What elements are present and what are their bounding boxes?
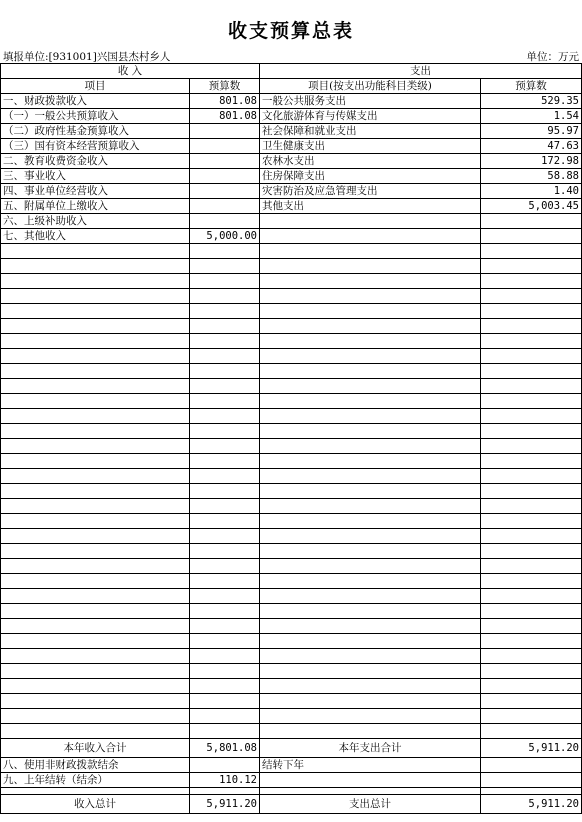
expense-item-header: 项目(按支出功能科目类级) bbox=[260, 79, 481, 94]
income-value bbox=[190, 124, 260, 139]
empty-row bbox=[1, 394, 582, 409]
blank-cell bbox=[481, 334, 582, 349]
table-row bbox=[1, 139, 582, 154]
blank-cell bbox=[260, 334, 481, 349]
blank-cell bbox=[190, 559, 260, 574]
blank-cell bbox=[190, 634, 260, 649]
expense-label: 卫生健康支出 bbox=[260, 139, 481, 154]
blank-cell bbox=[481, 544, 582, 559]
empty-row bbox=[1, 664, 582, 679]
blank-cell bbox=[260, 379, 481, 394]
blank-cell bbox=[481, 379, 582, 394]
blank-cell bbox=[190, 409, 260, 424]
blank-cell bbox=[481, 304, 582, 319]
blank-cell bbox=[1, 709, 190, 724]
income-value bbox=[190, 214, 260, 229]
empty-row bbox=[1, 319, 582, 334]
expense-value: 58.88 bbox=[481, 169, 582, 184]
expense-label: 住房保障支出 bbox=[260, 169, 481, 184]
expense-value: 1.54 bbox=[481, 109, 582, 124]
blank-cell bbox=[1, 364, 190, 379]
income-total-label: 本年收入合计 bbox=[1, 739, 190, 758]
table-row bbox=[1, 154, 582, 169]
blank-cell bbox=[260, 649, 481, 664]
income-item-header: 项目 bbox=[1, 79, 190, 94]
expense-value: 529.35 bbox=[481, 94, 582, 109]
expense-value bbox=[481, 214, 582, 229]
blank-cell bbox=[481, 289, 582, 304]
blank-cell bbox=[260, 394, 481, 409]
blank-cell bbox=[481, 709, 582, 724]
blank-cell bbox=[481, 274, 582, 289]
grand-expense-label: 支出总计 bbox=[260, 795, 481, 814]
blank-cell bbox=[190, 499, 260, 514]
expense-value bbox=[481, 229, 582, 244]
income-value bbox=[190, 139, 260, 154]
blank-cell bbox=[260, 709, 481, 724]
expense-total-label: 本年支出合计 bbox=[260, 739, 481, 758]
blank-cell bbox=[1, 349, 190, 364]
blank-cell bbox=[260, 484, 481, 499]
empty-row bbox=[1, 469, 582, 484]
income-budget-header: 预算数 bbox=[190, 79, 260, 94]
empty-row bbox=[1, 379, 582, 394]
blank-cell bbox=[190, 514, 260, 529]
empty-row bbox=[1, 409, 582, 424]
income-label: （三）国有资本经营预算收入 bbox=[1, 139, 190, 154]
expense-label bbox=[260, 214, 481, 229]
blank-cell bbox=[190, 604, 260, 619]
empty-row bbox=[1, 259, 582, 274]
table-row bbox=[1, 169, 582, 184]
empty-row bbox=[1, 499, 582, 514]
grand-income-label: 收入总计 bbox=[1, 795, 190, 814]
totals-section bbox=[1, 739, 582, 814]
blank-cell bbox=[1, 724, 190, 739]
blank-cell bbox=[190, 544, 260, 559]
blank-cell bbox=[260, 514, 481, 529]
blank-cell bbox=[1, 529, 190, 544]
carry-next-label: 结转下年 bbox=[260, 758, 481, 773]
blank-cell bbox=[260, 304, 481, 319]
blank-cell bbox=[260, 589, 481, 604]
blank-cell bbox=[1, 274, 190, 289]
blank-cell bbox=[1, 514, 190, 529]
blank-cell bbox=[260, 604, 481, 619]
income-label: 二、教育收费资金收入 bbox=[1, 154, 190, 169]
expense-label: 其他支出 bbox=[260, 199, 481, 214]
income-label: 六、上级补助收入 bbox=[1, 214, 190, 229]
empty-row bbox=[1, 454, 582, 469]
budget-table bbox=[0, 63, 582, 814]
blank-cell bbox=[260, 679, 481, 694]
blank-cell bbox=[260, 773, 481, 788]
income-value: 5,000.00 bbox=[190, 229, 260, 244]
table-row bbox=[1, 124, 582, 139]
blank-cell bbox=[1, 694, 190, 709]
income-label: （二）政府性基金预算收入 bbox=[1, 124, 190, 139]
blank-cell bbox=[190, 724, 260, 739]
blank-cell bbox=[1, 604, 190, 619]
blank-cell bbox=[1, 469, 190, 484]
blank-cell bbox=[190, 364, 260, 379]
blank-cell bbox=[481, 424, 582, 439]
grand-expense-value: 5,911.20 bbox=[481, 795, 582, 814]
expense-value: 47.63 bbox=[481, 139, 582, 154]
blank-cell bbox=[481, 469, 582, 484]
empty-row bbox=[1, 604, 582, 619]
blank-cell bbox=[260, 289, 481, 304]
income-label: 五、附属单位上缴收入 bbox=[1, 199, 190, 214]
blank-cell bbox=[260, 319, 481, 334]
expense-total-value: 5,911.20 bbox=[481, 739, 582, 758]
empty-row bbox=[1, 364, 582, 379]
year-total-row bbox=[1, 739, 582, 758]
blank-cell bbox=[481, 454, 582, 469]
blank-cell bbox=[260, 574, 481, 589]
blank-cell bbox=[1, 394, 190, 409]
blank-cell bbox=[190, 439, 260, 454]
blank-cell bbox=[260, 724, 481, 739]
expense-value: 1.40 bbox=[481, 184, 582, 199]
blank-cell bbox=[481, 604, 582, 619]
blank-cell bbox=[1, 424, 190, 439]
blank-cell bbox=[1, 499, 190, 514]
blank-cell bbox=[1, 544, 190, 559]
blank-cell bbox=[190, 259, 260, 274]
blank-cell bbox=[481, 244, 582, 259]
table-row bbox=[1, 214, 582, 229]
blank-cell bbox=[260, 664, 481, 679]
empty-row bbox=[1, 349, 582, 364]
blank-cell bbox=[481, 319, 582, 334]
blank-cell bbox=[481, 619, 582, 634]
blank-cell bbox=[481, 664, 582, 679]
blank-cell bbox=[481, 394, 582, 409]
income-label: 四、事业单位经营收入 bbox=[1, 184, 190, 199]
blank-cell bbox=[190, 619, 260, 634]
blank-cell bbox=[260, 364, 481, 379]
prior-year-label: 九、上年结转（结余） bbox=[1, 773, 190, 788]
empty-row bbox=[1, 529, 582, 544]
blank-cell bbox=[190, 679, 260, 694]
empty-row bbox=[1, 274, 582, 289]
expense-label: 社会保障和就业支出 bbox=[260, 124, 481, 139]
income-total-value: 5,801.08 bbox=[190, 739, 260, 758]
blank-cell bbox=[1, 788, 190, 795]
table-row bbox=[1, 109, 582, 124]
blank-cell bbox=[260, 529, 481, 544]
blank-cell bbox=[481, 679, 582, 694]
empty-row bbox=[1, 694, 582, 709]
blank-cell bbox=[1, 484, 190, 499]
expense-label: 灾害防治及应急管理支出 bbox=[260, 184, 481, 199]
table-row bbox=[1, 184, 582, 199]
expense-label bbox=[260, 229, 481, 244]
income-label: 一、财政拨款收入 bbox=[1, 94, 190, 109]
income-value: 801.08 bbox=[190, 94, 260, 109]
blank-cell bbox=[190, 274, 260, 289]
empty-row bbox=[1, 289, 582, 304]
spacer-row bbox=[1, 788, 582, 795]
blank-cell bbox=[481, 589, 582, 604]
blank-cell bbox=[260, 409, 481, 424]
blank-cell bbox=[1, 589, 190, 604]
blank-cell bbox=[481, 364, 582, 379]
empty-row bbox=[1, 574, 582, 589]
non-fiscal-row bbox=[1, 758, 582, 773]
blank-cell bbox=[260, 454, 481, 469]
currency-unit: 单位：万元 bbox=[526, 51, 579, 63]
blank-cell bbox=[1, 559, 190, 574]
blank-cell bbox=[1, 244, 190, 259]
empty-row bbox=[1, 649, 582, 664]
income-header: 收 入 bbox=[1, 64, 260, 79]
blank-cell bbox=[1, 619, 190, 634]
table-row bbox=[1, 94, 582, 109]
blank-cell bbox=[481, 499, 582, 514]
blank-cell bbox=[260, 559, 481, 574]
blank-cell bbox=[190, 694, 260, 709]
blank-cell bbox=[190, 484, 260, 499]
blank-cell bbox=[1, 259, 190, 274]
blank-cell bbox=[1, 409, 190, 424]
blank-cell bbox=[481, 559, 582, 574]
blank-cell bbox=[1, 454, 190, 469]
table-row bbox=[1, 199, 582, 214]
blank-cell bbox=[260, 544, 481, 559]
income-value bbox=[190, 169, 260, 184]
blank-cell bbox=[260, 439, 481, 454]
blank-cell bbox=[481, 694, 582, 709]
blank-cell bbox=[190, 649, 260, 664]
blank-cell bbox=[260, 788, 481, 795]
grand-income-value: 5,911.20 bbox=[190, 795, 260, 814]
blank-cell bbox=[190, 244, 260, 259]
empty-row bbox=[1, 244, 582, 259]
blank-cell bbox=[190, 334, 260, 349]
income-label: （一）一般公共预算收入 bbox=[1, 109, 190, 124]
blank-cell bbox=[190, 788, 260, 795]
expense-value: 5,003.45 bbox=[481, 199, 582, 214]
blank-cell bbox=[190, 709, 260, 724]
expense-value: 172.98 bbox=[481, 154, 582, 169]
blank-cell bbox=[190, 469, 260, 484]
blank-cell bbox=[190, 379, 260, 394]
income-label: 三、事业收入 bbox=[1, 169, 190, 184]
blank-cell bbox=[260, 349, 481, 364]
expense-budget-header: 预算数 bbox=[481, 79, 582, 94]
blank-cell bbox=[190, 349, 260, 364]
blank-cell bbox=[260, 274, 481, 289]
blank-cell bbox=[1, 334, 190, 349]
empty-row bbox=[1, 334, 582, 349]
blank-cell bbox=[481, 574, 582, 589]
blank-cell bbox=[190, 664, 260, 679]
blank-cell bbox=[481, 259, 582, 274]
blank-cell bbox=[481, 484, 582, 499]
non-fiscal-label: 八、使用非财政拨款结余 bbox=[1, 758, 190, 773]
empty-row bbox=[1, 634, 582, 649]
blank-cell bbox=[190, 589, 260, 604]
blank-cell bbox=[1, 379, 190, 394]
income-label: 七、其他收入 bbox=[1, 229, 190, 244]
non-fiscal-value bbox=[190, 758, 260, 773]
income-value: 801.08 bbox=[190, 109, 260, 124]
blank-cell bbox=[190, 304, 260, 319]
empty-row bbox=[1, 304, 582, 319]
empty-row bbox=[1, 514, 582, 529]
blank-cell bbox=[481, 409, 582, 424]
expense-label: 一般公共服务支出 bbox=[260, 94, 481, 109]
blank-cell bbox=[1, 574, 190, 589]
blank-cell bbox=[481, 439, 582, 454]
expense-label: 文化旅游体育与传媒支出 bbox=[260, 109, 481, 124]
blank-cell bbox=[1, 634, 190, 649]
blank-cell bbox=[260, 499, 481, 514]
expense-header: 支出 bbox=[260, 64, 582, 79]
blank-cell bbox=[481, 529, 582, 544]
header-row-1 bbox=[1, 64, 582, 79]
blank-cell bbox=[481, 788, 582, 795]
blank-cell bbox=[1, 319, 190, 334]
blank-cell bbox=[260, 469, 481, 484]
blank-cell bbox=[260, 694, 481, 709]
blank-cell bbox=[1, 679, 190, 694]
empty-row bbox=[1, 544, 582, 559]
carry-next-value bbox=[481, 758, 582, 773]
filler-unit: 填报单位:[931001]兴国县杰村乡人 bbox=[3, 51, 171, 63]
prior-year-row bbox=[1, 773, 582, 788]
blank-cell bbox=[190, 529, 260, 544]
blank-cell bbox=[481, 349, 582, 364]
empty-row bbox=[1, 589, 582, 604]
blank-cell bbox=[190, 424, 260, 439]
header-row-2 bbox=[1, 79, 582, 94]
income-value bbox=[190, 199, 260, 214]
grand-total-row bbox=[1, 795, 582, 814]
blank-cell bbox=[260, 619, 481, 634]
blank-cell bbox=[1, 439, 190, 454]
blank-cell bbox=[1, 664, 190, 679]
blank-cell bbox=[190, 289, 260, 304]
empty-row bbox=[1, 424, 582, 439]
blank-cell bbox=[190, 574, 260, 589]
empty-row bbox=[1, 484, 582, 499]
blank-cell bbox=[481, 773, 582, 788]
empty-row bbox=[1, 709, 582, 724]
blank-cell bbox=[190, 454, 260, 469]
empty-row bbox=[1, 439, 582, 454]
empty-row bbox=[1, 724, 582, 739]
blank-cell bbox=[260, 244, 481, 259]
page-title: 收支预算总表 bbox=[227, 20, 354, 42]
blank-cell bbox=[190, 394, 260, 409]
empty-row bbox=[1, 679, 582, 694]
blank-cell bbox=[481, 649, 582, 664]
blank-cell bbox=[1, 304, 190, 319]
blank-cell bbox=[260, 424, 481, 439]
table-row bbox=[1, 229, 582, 244]
income-value bbox=[190, 154, 260, 169]
empty-row bbox=[1, 559, 582, 574]
blank-cell bbox=[260, 259, 481, 274]
blank-cell bbox=[1, 289, 190, 304]
prior-year-value: 110.12 bbox=[190, 773, 260, 788]
expense-label: 农林水支出 bbox=[260, 154, 481, 169]
blank-cell bbox=[260, 634, 481, 649]
empty-rows bbox=[1, 244, 582, 739]
blank-cell bbox=[481, 634, 582, 649]
blank-cell bbox=[1, 649, 190, 664]
blank-cell bbox=[190, 319, 260, 334]
empty-row bbox=[1, 619, 582, 634]
expense-value: 95.97 bbox=[481, 124, 582, 139]
blank-cell bbox=[481, 514, 582, 529]
income-value bbox=[190, 184, 260, 199]
blank-cell bbox=[481, 724, 582, 739]
